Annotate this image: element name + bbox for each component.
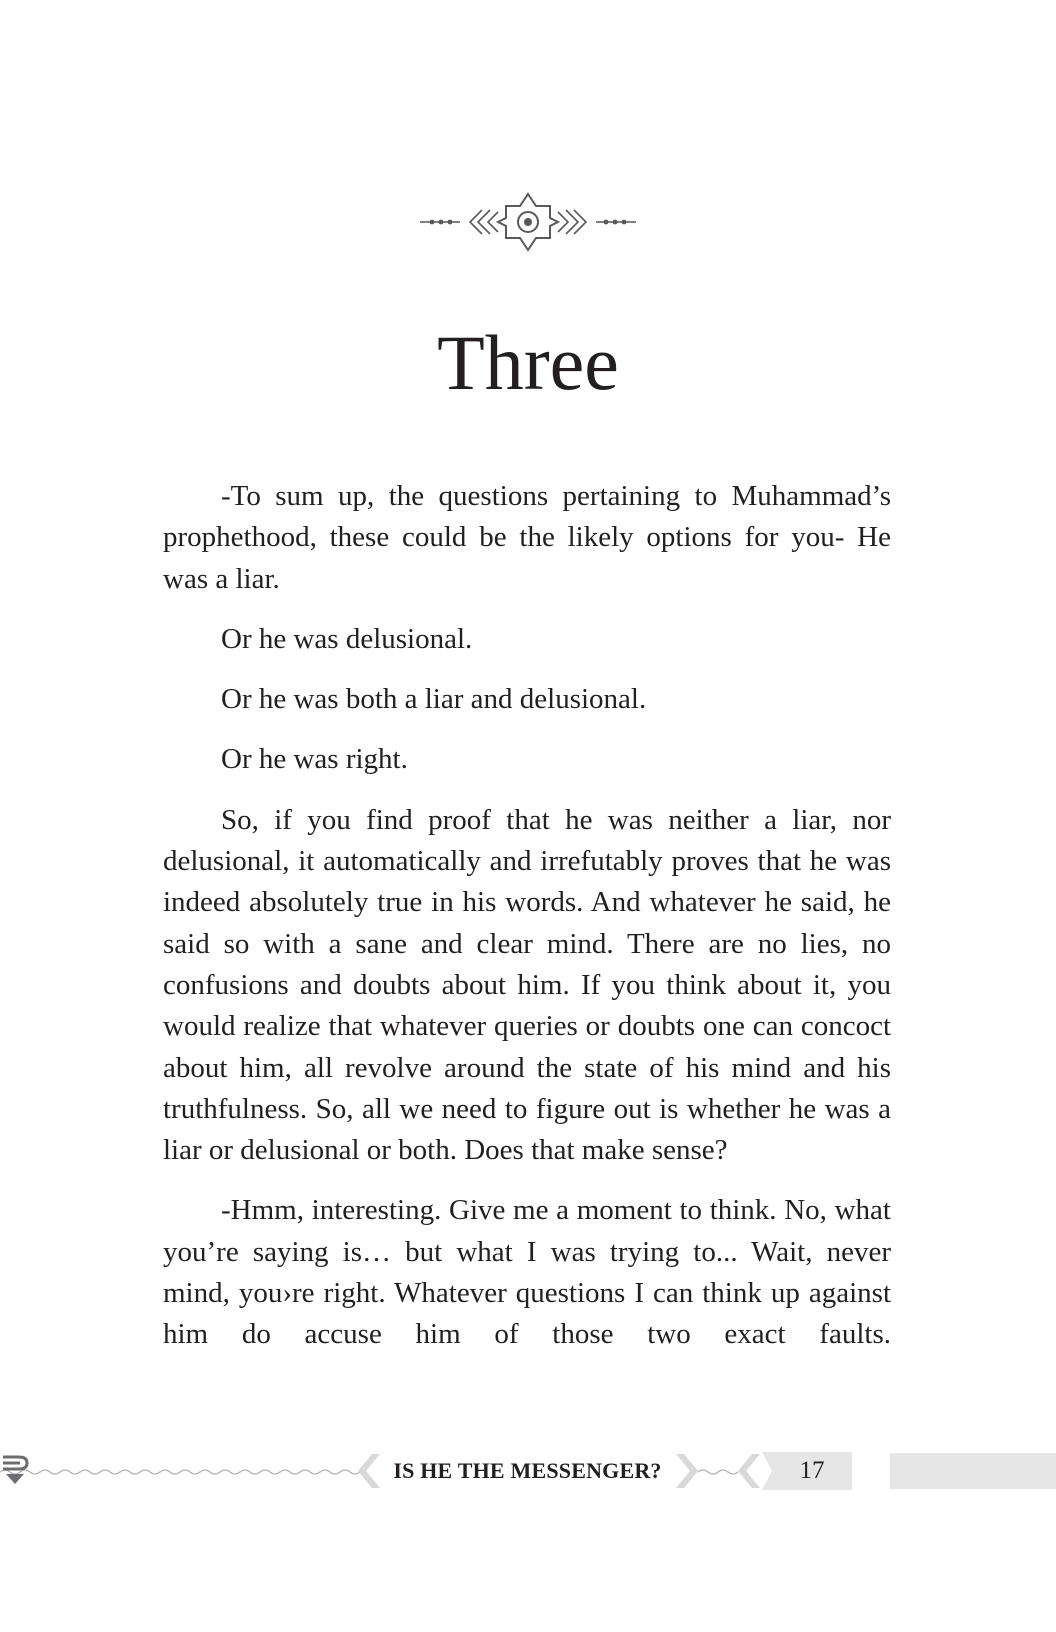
body-text bbox=[163, 476, 891, 1356]
paragraph: So, if you find proof that he was neither a liar, nor delusional, it automatically and irrefutably proves that he was indeed absolutely true in his words. And whatever he said, he said so with a sane and clear mind. There are no lies, no confusions and doubts about him. If you think about it, you would realize that whatever queries or doubts one can concoct about him, all revolve around the state of his mind and his truthfulness. So, all we need to figure out is whether he was a liar or delusional or both. Does that make sense? bbox=[163, 803, 891, 1167]
paragraph: Or he was both a liar and delusional. bbox=[221, 683, 647, 716]
page-number: 17 bbox=[799, 1457, 825, 1484]
chapter-ornament-icon bbox=[420, 188, 636, 256]
chapter-title: Three bbox=[437, 319, 619, 406]
paragraph: Or he was right. bbox=[221, 743, 408, 776]
paragraph: -Hmm, interesting. Give me a moment to think. No, what you’re saying is… but what I was trying to... Wait, never mind, you›re right. Whatever questions I can think up against him do accuse him of those two exact faults. bbox=[163, 1194, 891, 1351]
paragraph: -To sum up, the questions pertaining to Muhammad’s prophethood, these could be the likely options for you- He was a liar. bbox=[163, 480, 891, 595]
continue-arrow-icon bbox=[0, 1452, 30, 1486]
running-title: IS HE THE MESSENGER? bbox=[393, 1458, 662, 1483]
page-footer bbox=[0, 1452, 1056, 1490]
paragraph: Or he was delusional. bbox=[221, 622, 473, 655]
